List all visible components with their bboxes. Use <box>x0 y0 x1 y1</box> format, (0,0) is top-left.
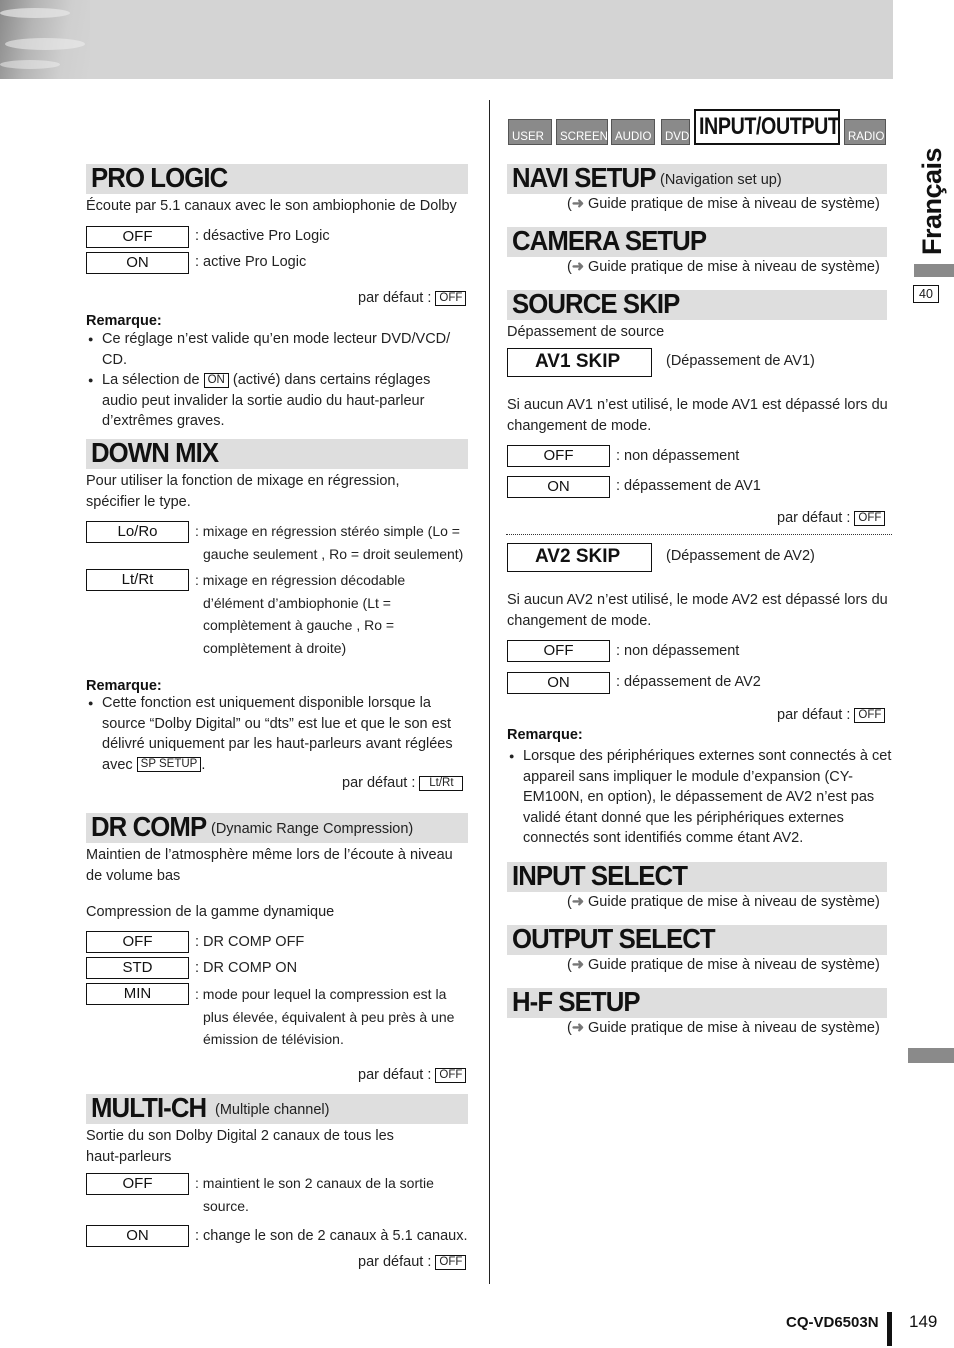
tab-audio[interactable]: AUDIO <box>611 119 655 145</box>
arrow-right-icon: ➜ <box>571 196 584 212</box>
dr-comp-heading <box>86 813 468 843</box>
dr-comp-min-option[interactable]: MIN <box>86 983 189 1005</box>
default-value-badge: OFF <box>854 708 885 723</box>
source-skip-remarks <box>507 746 895 849</box>
remark-heading: Remarque: <box>86 313 162 329</box>
dr-comp-std-desc: : DR COMP ON <box>195 960 298 976</box>
default-label: par défaut : <box>777 510 851 526</box>
av2-default <box>777 705 885 726</box>
arrow-right-icon: ➜ <box>571 259 584 275</box>
footer-bar <box>887 1312 892 1346</box>
remark-heading: Remarque: <box>507 727 583 743</box>
column-divider <box>489 100 490 1284</box>
dr-comp-off-option[interactable]: OFF <box>86 931 189 953</box>
av2-on-option[interactable]: ON <box>507 672 610 694</box>
output-select-title: OUTPUT SELECT <box>512 923 715 954</box>
av1-on-option[interactable]: ON <box>507 476 610 498</box>
pro-logic-desc: Écoute par 5.1 canaux avec le son ambiophonie de Dolby <box>86 198 457 214</box>
source-skip-heading <box>507 290 887 320</box>
default-label: par défaut : <box>358 1067 432 1083</box>
dr-comp-off-desc: : DR COMP OFF <box>195 934 305 950</box>
source-skip-title: SOURCE SKIP <box>512 288 680 319</box>
pro-logic-on-desc: : active Pro Logic <box>195 254 307 270</box>
sp-setup-badge: SP SETUP <box>137 757 202 772</box>
remark-item: ● Ce réglage n’est valide qu’en mode lecteur DVD/VCD/ CD. <box>86 329 468 370</box>
default-value-badge: OFF <box>435 1255 466 1270</box>
language-marker-bar <box>914 264 954 277</box>
tab-input-output[interactable]: INPUT/OUTPUT <box>694 109 840 145</box>
multi-ch-default <box>358 1252 466 1273</box>
cloud-image <box>0 0 90 79</box>
av2-on-desc: : dépassement de AV2 <box>616 674 761 690</box>
av1-off-option[interactable]: OFF <box>507 445 610 467</box>
pro-logic-on-option[interactable]: ON <box>86 252 189 274</box>
down-mix-default <box>342 773 463 794</box>
on-badge: ON <box>204 373 229 388</box>
multi-ch-subtitle: (Multiple channel) <box>215 1102 330 1118</box>
av1-on-desc: : dépassement de AV1 <box>616 478 761 494</box>
av1-skip-note: (Dépassement de AV1) <box>666 353 815 369</box>
input-select-title: INPUT SELECT <box>512 860 688 891</box>
down-mix-ltrt-option[interactable]: Lt/Rt <box>86 569 189 591</box>
multi-ch-off-desc: : maintient le son 2 canaux de la sortie source. <box>195 1175 434 1214</box>
dr-comp-desc: Maintien de l’atmosphère même lors de l’écoute à niveau de volume bas <box>86 847 453 884</box>
pro-logic-off-desc: : désactive Pro Logic <box>195 228 330 244</box>
multi-ch-on-option[interactable]: ON <box>86 1225 189 1247</box>
remark-item: ● La sélection de ON (activé) dans certains réglages audio peut invalider la sortie audio du haut-parleur d’extrêmes graves. <box>86 370 468 432</box>
guide-reference: (➜ Guide pratique de mise à niveau de système) <box>567 894 880 910</box>
pro-logic-heading <box>86 164 468 194</box>
remark-item: ● Lorsque des périphériques externes sont connectés à cet appareil sans impliquer le module d’expansion (CY-EM100N, en option), le dépassement de AV2 n’est pas validé étant donné que les périphériques externes connectés sont identifiés comme étant AV2. <box>507 746 895 849</box>
tab-screen[interactable]: SCREEN <box>556 119 608 145</box>
down-mix-loro-desc: : mixage en régression stéréo simple (Lo = gauche seulement , Ro = droit seulement) <box>195 523 464 562</box>
dr-comp-desc2: Compression de la gamme dynamique <box>86 904 335 920</box>
av2-skip-desc: Si aucun AV2 n’est utilisé, le mode AV2 est dépassé lors du changement de mode. <box>507 592 888 629</box>
down-mix-title: DOWN MIX <box>91 437 219 468</box>
down-mix-loro-option[interactable]: Lo/Ro <box>86 521 189 543</box>
tab-radio[interactable]: RADIO <box>844 119 886 145</box>
av1-skip-desc: Si aucun AV1 n’est utilisé, le mode AV1 est dépassé lors du changement de mode. <box>507 397 888 434</box>
down-mix-remarks <box>86 693 474 775</box>
default-label: par défaut : <box>777 707 851 723</box>
dr-comp-default <box>358 1065 466 1086</box>
guide-reference: (➜ Guide pratique de mise à niveau de système) <box>567 196 880 212</box>
tab-dvd[interactable]: DVD <box>661 119 690 145</box>
camera-setup-title: CAMERA SETUP <box>512 225 707 256</box>
av1-default <box>777 508 885 529</box>
page-number: 149 <box>909 1312 938 1331</box>
guide-reference: (➜ Guide pratique de mise à niveau de système) <box>567 957 880 973</box>
multi-ch-on-desc: : change le son de 2 canaux à 5.1 canaux. <box>195 1228 468 1244</box>
header-band <box>0 0 893 79</box>
pro-logic-off-option[interactable]: OFF <box>86 226 189 248</box>
input-select-heading <box>507 862 887 892</box>
default-value-badge: OFF <box>854 511 885 526</box>
guide-reference: (➜ Guide pratique de mise à niveau de système) <box>567 259 880 275</box>
default-label: par défaut : <box>358 1254 432 1270</box>
section-page-ref: 40 <box>913 285 939 303</box>
navi-setup-heading <box>507 164 887 194</box>
default-label: par défaut : <box>342 775 416 791</box>
remark-heading: Remarque: <box>86 678 162 694</box>
av2-off-option[interactable]: OFF <box>507 640 610 662</box>
av1-skip-label[interactable]: AV1 SKIP <box>507 348 652 377</box>
output-select-heading <box>507 925 887 955</box>
multi-ch-heading <box>86 1094 468 1124</box>
hf-setup-heading <box>507 988 887 1018</box>
guide-reference: (➜ Guide pratique de mise à niveau de système) <box>567 1020 880 1036</box>
default-label: par défaut : <box>358 290 432 306</box>
arrow-right-icon: ➜ <box>571 1020 584 1036</box>
default-value-badge: OFF <box>435 291 466 306</box>
down-mix-ltrt-desc: : mixage en régression décodable d’élément d’ambiophonie (Lt = complètement à gauche , Ro = complètement à droite) <box>195 572 406 656</box>
av1-off-desc: : non dépassement <box>616 448 740 464</box>
hf-setup-title: H-F SETUP <box>512 986 640 1017</box>
multi-ch-title: MULTI-CH <box>91 1092 207 1123</box>
down-mix-heading <box>86 439 468 469</box>
av2-skip-label[interactable]: AV2 SKIP <box>507 543 652 572</box>
dotted-divider <box>506 534 892 535</box>
source-skip-desc: Dépassement de source <box>507 324 665 340</box>
av2-skip-note: (Dépassement de AV2) <box>666 548 815 564</box>
pro-logic-default <box>358 288 466 309</box>
dr-comp-std-option[interactable]: STD <box>86 957 189 979</box>
dr-comp-title: DR COMP <box>91 811 207 842</box>
side-marker-bar <box>908 1048 954 1063</box>
language-label: Français <box>917 147 948 256</box>
navi-setup-title: NAVI SETUP <box>512 162 656 193</box>
camera-setup-heading <box>507 227 887 257</box>
arrow-right-icon: ➜ <box>571 894 584 910</box>
down-mix-desc: Pour utiliser la fonction de mixage en régression, spécifier le type. <box>86 473 400 510</box>
navi-setup-subtitle: (Navigation set up) <box>660 172 782 188</box>
pro-logic-title: PRO LOGIC <box>91 162 228 193</box>
dr-comp-min-desc: : mode pour lequel la compression est la plus élevée, équivalent à peu près à une émission de télévision. <box>195 986 455 1047</box>
tab-user[interactable]: USER <box>508 119 552 145</box>
av2-off-desc: : non dépassement <box>616 643 740 659</box>
multi-ch-desc: Sortie du son Dolby Digital 2 canaux de tous les haut-parleurs <box>86 1128 394 1165</box>
arrow-right-icon: ➜ <box>571 957 584 973</box>
multi-ch-off-option[interactable]: OFF <box>86 1173 189 1195</box>
pro-logic-remarks <box>86 329 468 432</box>
default-value-badge: Lt/Rt <box>419 776 463 791</box>
dr-comp-subtitle: (Dynamic Range Compression) <box>211 821 414 837</box>
remark-item: ● Cette fonction est uniquement disponible lorsque la source “Dolby Digital” ou “dts” est lue et que le son est délivré uniquement par les haut-parleurs avant réglées avec SP SETUP . <box>86 693 474 775</box>
default-value-badge: OFF <box>435 1068 466 1083</box>
model-number: CQ-VD6503N <box>786 1314 879 1331</box>
